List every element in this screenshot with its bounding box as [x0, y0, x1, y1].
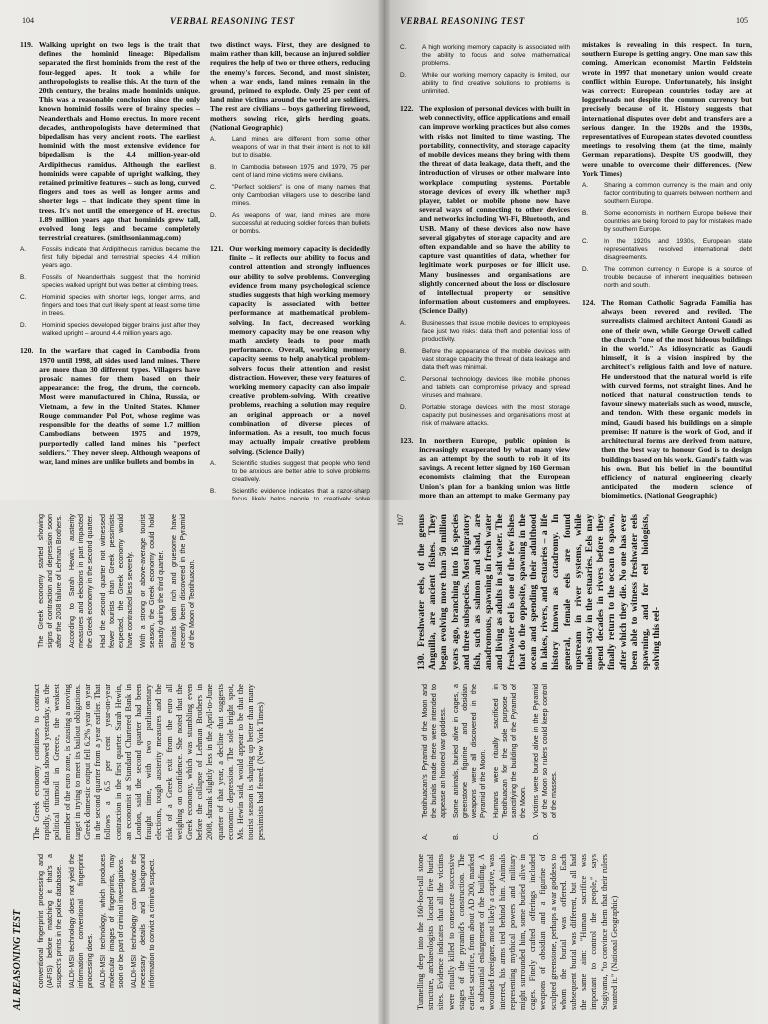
option-letter — [98, 656, 134, 670]
question-text: The explosion of personal devices with built in web connectivity, office applications and email can improve working practices but also comes with risks not limited to time wasting. The portability, connectivity, and storage capacity of mobile devices means they bring with them the threat of data leakage, data theft, and the introduction of viruses or other malware into workplace computing systems. Portable storage devices of every ilk whether mp3 player, tablet or mobile phone now have several ways of connecting to other devices and networks including Wi-Fi, Bluetooth, and USB. Many of these devices also now have several gigabytes of storage capacity and are often expandable and so have the ability to capture vast quantities of data, whether for legitimate work purposes or for illicit use. Many businesses and organisations are slightly concerned about the loss or disclosure of intellectual property or sensitive information about customers and employees. (Science Daily) — [419, 104, 570, 316]
column-1 — [20, 40, 200, 474]
column — [416, 684, 756, 840]
answer-option — [400, 320, 570, 344]
option-letter: C. — [400, 375, 407, 383]
option-text: According to Sarah Hewin, austerity measures and elections in part impacted the Greek economy in the second quarter. — [67, 514, 94, 648]
option-text: Scientific studies suggest that people who tend to be anxious are better able to solve problems creatively. — [232, 459, 370, 483]
option-text: The common currency n Europe is a source of trouble because of inherent inequalities between north and south. — [604, 266, 752, 290]
question-stem — [582, 40, 752, 178]
question-text: mistakes is revealing in this respect. In turn, southern Europe is getting angry. One man saw this coming. American economist Martin Feldstein wrote in 1997 that monetary union would create conflict within Europe. Unfortunately, his insight was correct: European countries today are at loggerheads not despite the common currency but precisely because of it. History suggests that international disputes over debt and transfers are a serious danger. In the 1920s and the 1930s, representatives of European states devoted countless meetings to resolving them (at the time, mainly German reparations). Despite US goodwill, they were unable to overcome their differences. (New York Times) — [582, 40, 752, 178]
option-letter: A. — [20, 246, 27, 254]
page-107-rotated — [384, 500, 768, 1024]
option-letter — [169, 656, 196, 670]
option-letter — [67, 656, 94, 670]
option-letter: A. — [210, 459, 217, 467]
column — [416, 854, 756, 1010]
option-text: Fossils of Neanderthals suggest that the hominid species walked upright but was better at climbing trees. — [42, 274, 200, 290]
question-text: Walking upright on two legs is the trait that defines the hominid lineage: Bipedalism separated the first hominids from the rest of the four-legged apes. It took a while for anthropologists to realise this. At the turn of the 20th century, the brains made hominids unique. This was a reasonable conclusion since the only known hominid fossils were of brainy species – Neanderthals and Homo erectus. In more recent decades, anthropologists have determined that bipedalism has very ancient roots. The earliest hominid with the most extensive evidence for bipedalism is the 4.4 million-year-old Ardipithecus ramidus. Although the earliest hominids were capable of upright walking, they retained primitive features – such as long, curved fingers and toes as well as longer arms and shorter legs – that indicate they spent time in trees. It's not until the emergence of H. erectus 1.89 million years ago that hominids grew tall, evolved long legs and became completely terrestrial creatures. (smithsonianmag.com) — [38, 40, 200, 243]
answer-option — [582, 238, 752, 262]
option-text: Personal technology devices like mobile phones and tablets can compromise privacy and spread viruses and malware. — [422, 375, 570, 399]
question — [210, 244, 370, 512]
answer-option — [400, 72, 570, 96]
question-number: 122. — [400, 104, 414, 113]
option-text: A high working memory capacity is associated with the ability to focus and solve mathematical problems. — [422, 44, 570, 67]
option-letter: C. — [582, 238, 589, 246]
option-text: Fossils indicate that Ardipithecus ramidus became the first fully bipedal and terrestrial species 4.4 million years ago. — [42, 246, 200, 270]
option-letter: C. — [210, 184, 217, 192]
option-letter — [98, 996, 125, 1010]
option-letter: D. — [582, 266, 589, 274]
question-text: Tunnelling deep into the 160-foot-tall stone structure, archaeologists located five burial sites. Evidence indicates that all the victims were ritually killed to consecrate successive stages of the pyramid's construction. The earliest sacrifice, from about AD 200, marked a substantial enlargement of the building. A wounded foreigner, most likely a captive, was interred, his arms tied behind him. Animals representing mythical powers and military might surrounded him, some buried alive in cages. Finely crafted offerings included weapons of obsidian and a figurine of sculpted greenstone, perhaps a war goddess to whom the burial was offered. Each subsequent burial was different, but all had the same aim: "Human sacrifice was important to control the people," says Sugiyama, "to convince them that their rulers wanted it." (National Geographic) — [416, 854, 619, 1010]
column — [32, 514, 372, 670]
option-letter: A. — [582, 182, 589, 190]
page-number: 107 — [396, 514, 405, 526]
option-text: As weapons of war, land mines are more successful at reducing soldier forces than bullets or bombs. — [232, 212, 370, 236]
option-letter: D. — [20, 322, 27, 330]
option-text: While our working memory capacity is limited, our ability to find creative solutions to problems is unlimited. — [422, 72, 570, 95]
answer-option — [451, 684, 487, 840]
question-number: 121. — [210, 244, 224, 254]
question-stem — [582, 298, 752, 500]
column — [416, 514, 756, 670]
question — [582, 298, 752, 500]
question-number: 120. — [20, 346, 34, 356]
page-106-rotated — [0, 500, 384, 1024]
question-text: The Greek economy continues to contract rapidly, official data showed yesterday, as the political turmoil in Greece, the weakest member of the euro zone, is causing a moving target in trying to meet its bailout obligations. Greek domestic output fell 6.2% year on year in the second quarter from a year earlier. That follows a 6.5 per cent year-on-year contraction in the first quarter. Sarah Hewin, an economist at Standard Chartered Bank in London, said the second quarter had been fraught time, with two parliamentary elections, tough austerity measures and the risk of a Greek exit from the euro all weighing on confidence. She noted that the Greek economy, which was stumbling even before the collapse of Lehman Brothers in 2008, shrank slightly less in the April-to-June quarter of that year, a decline that suggests economic depression. The sole bright spot, Ms. Hewin said, would appear to be that the tourist season is shaping up better than many pessimists had feared. (New York Times) — [32, 684, 266, 840]
question-number: 119. — [20, 40, 33, 49]
columns — [416, 514, 756, 1010]
option-text: Hominid species with shorter legs, longer arms, and fingers and toes that curl likely spent at least some time in trees. — [42, 294, 200, 318]
question — [20, 346, 200, 466]
option-letter: B. — [210, 487, 217, 495]
answer-option — [67, 854, 94, 1010]
answer-option — [20, 246, 200, 270]
answer-option — [210, 164, 370, 180]
option-text: Hominid species developed bigger brains just after they walked upright – around 4.4 million years ago. — [42, 322, 200, 338]
option-letter: B. — [20, 274, 27, 282]
answer-option — [129, 854, 156, 1010]
column-2 — [582, 40, 752, 509]
question-stem — [400, 104, 570, 316]
option-letter — [36, 656, 63, 670]
option-letter: D. — [400, 72, 407, 79]
option-text: Sharing a common currency is the main and only factor contributing to quarrels between northern and southern Europe. — [604, 182, 752, 206]
question — [400, 436, 570, 510]
question-stem — [210, 40, 370, 132]
option-text: conventional fingerprint processing and (IAFIS) before matching it that's a suspect's prints in the police database. — [36, 854, 63, 988]
answer-option — [36, 854, 63, 1010]
option-text: IALDI-MSI technology does not yield the information conventional fingerprint processing does. — [67, 854, 94, 988]
option-letter: A. — [400, 319, 407, 327]
option-letter: B. — [582, 210, 589, 218]
answer-option — [138, 514, 165, 670]
running-header: VERBAL REASONING TEST — [400, 16, 525, 26]
question — [20, 40, 200, 338]
answer-option — [169, 514, 196, 670]
option-letter: D. — [531, 832, 540, 840]
answer-option — [98, 854, 125, 1010]
answer-option — [67, 514, 94, 670]
page-105 — [384, 0, 768, 500]
option-letter — [36, 996, 63, 1010]
option-letter: B. — [400, 347, 407, 355]
option-letter: D. — [400, 403, 407, 411]
running-header: AL REASONING TEST — [12, 909, 23, 1010]
option-text: Had the second quarter not witnessed fewer tourists than Greek pessimists expected, the Greek economy would have contracted less severely. — [98, 514, 134, 648]
option-text: Land mines are different from some other weapons of war in that their intent is not to kill but to disable. — [232, 136, 370, 160]
option-letter — [138, 656, 165, 670]
option-text: With a strong or above-average tourist season, the Greek economy could hold steady during the third quarter. — [138, 514, 165, 648]
option-text: IALDI-MSI technology, which produces molecular images of fingerprints, may soon or be part of criminal investigations. — [98, 854, 125, 988]
option-text: Some animals, buried alive in cages, a greenstone figurine and obsidian weapons were all discovered in the Pyramid of the Moon. — [451, 684, 487, 818]
question — [210, 40, 370, 236]
answer-option — [20, 294, 200, 318]
answer-option — [210, 136, 370, 160]
columns — [32, 514, 372, 1010]
answer-option — [36, 514, 63, 670]
option-letter: A. — [210, 136, 217, 144]
option-letter: C. — [491, 832, 500, 840]
column — [32, 854, 372, 1010]
page-104 — [0, 0, 384, 500]
option-text: Businesses that issue mobile devices to employees face just two risks: data theft and potential loss of productivity. — [422, 319, 570, 343]
option-text: IALDI-MSI technology can provide the necessary details and background information to convict a criminal suspect. — [129, 854, 156, 988]
question-text: In northern Europe, public opinion is increasingly exasperated by what many view as an attempt by the south to rob it of its savings. A recent letter signed by 160 German economists claiming that the European Union's plan for a banking union was little more than an attempt to make Germany pay — [419, 435, 570, 500]
option-text: In Cambodia between 1975 and 1979, 75 per cent of land mine victims were civilians. — [232, 164, 370, 180]
column-1 — [400, 40, 570, 517]
answer-option — [582, 266, 752, 290]
question-stem — [210, 244, 370, 456]
column — [32, 684, 372, 840]
question — [582, 40, 752, 290]
option-letter — [129, 996, 156, 1010]
book-gutter — [378, 0, 390, 1024]
answer-option — [98, 514, 134, 670]
question — [400, 44, 570, 96]
option-letter: A. — [420, 833, 429, 840]
question — [400, 104, 570, 428]
option-letter: C. — [20, 294, 27, 302]
question-text: two distinct ways. First, they are designed to maim rather than kill, because an injured soldier requires the help of two or three others, reducing the enemy's forces. Second, and most sinister, when a war ends, land mines remain in the ground, primed to explode. Only 25 per cent of land mine victims around the world are soldiers. The rest are civilians – boys gathering firewood, mothers sowing rice, girls herding goats. (National Geographic) — [210, 40, 370, 132]
option-letter — [67, 996, 94, 1010]
answer-option — [400, 376, 570, 400]
question-stem — [20, 40, 200, 242]
question-number: 123. — [400, 435, 414, 445]
answer-option — [400, 348, 570, 372]
option-letter: D. — [210, 212, 217, 220]
answer-option — [210, 212, 370, 236]
answer-option — [210, 184, 370, 208]
answer-option — [582, 210, 752, 234]
question-stem — [400, 436, 570, 510]
question-number: 124. — [582, 298, 596, 308]
answer-option — [491, 684, 527, 840]
question-text: In the warfare that caged in Cambodia from 1970 until 1998, all sides used land mines. There are more than 30 different types. Villagers have prosaic names for them based on their appearance: the frog, the drum, the corncob. Most were manufactured in China, Russia, or Vietnam, a few in the United States. Khmer Rouge commander Pol Pot, whose regime was responsible for the deaths of some 1.7 million Cambodians between 1975 and 1979, purportedly called land mines his "perfect soldiers." They never sleep. Although weapons of war, land mines are unlike bullets and bombs in — [39, 346, 200, 466]
option-text: Before the appearance of the mobile devices with vast storage capacity the threat of data leakage and data theft was minimal. — [422, 347, 570, 371]
option-text: "Perfect soldiers" is one of many names that only Cambodian villagers use to describe land mines. — [232, 184, 370, 208]
answer-option — [210, 460, 370, 484]
option-text: The Greek economy started showing signs of contraction and depression soon after the 2008 failure of Lehman Brothers. — [36, 514, 63, 648]
option-text: Portable storage devices with the most storage capacity put businesses and organisations most at risk of malware attacks. — [422, 403, 570, 427]
page-number: 104 — [22, 16, 34, 25]
option-text: Burials both rich and gruesome have recently been discovered in the Pyramid of the Moon of Teotihuacan. — [169, 514, 196, 648]
option-text: Humans were ritually sacrificed in Teotihuacan for the sole purpose of sanctifying the building of the Pyramid of the Moon. — [491, 684, 527, 818]
page-number: 105 — [736, 16, 748, 25]
answer-option — [420, 684, 447, 840]
option-text: Some economists in northern Europe believe their countries are being forced to pay for mistakes made by southern Europe. — [604, 210, 752, 234]
option-text: In the 1920s and 1930s, European state representatives resolved international debt disagreements. — [604, 238, 752, 262]
question-text: Our working memory capacity is decidedly finite – it reflects our ability to focus and control attention and strongly influences our ability to solve problems. Converging evidence from many psychological science studies suggests that high working memory capacity is associated with better performance at mathematical problem-solving. In fact, decreased working memory capacity may be one reason why math anxiety leads to poor math performance. Overall, working memory capacity seems to help analytical problem-solvers focus their attention and resist distraction. However, these very features of working memory capacity can also impair creative problem-solving. With creative problems, reaching a solution may require an original approach or a novel combination of diverse pieces of information. As a result, too much focus may actually impair creative problem solving. (Science Daily) — [229, 244, 370, 456]
answer-option — [582, 182, 752, 206]
option-text: Scientific evidence indicates that a razor-sharp — [232, 487, 370, 495]
answer-option — [531, 684, 558, 840]
answer-option — [400, 404, 570, 428]
answer-option — [400, 44, 570, 68]
question-stem — [20, 346, 200, 466]
option-letter: B. — [210, 164, 217, 172]
answer-option — [20, 322, 200, 338]
option-letter: C. — [400, 44, 407, 51]
option-text: Teotihuacan's Pyramid of the Moon and the burials made there were intended to appease an honored war goddess. — [420, 684, 447, 818]
option-text: Victims were buried alive in the Pyramid of the Moon so rulers could keep control of the masses. — [531, 684, 558, 818]
question-text: 130. Freshwater eels, of the genus Anguilla, are ancient fishes. They began evolving more than 50 million years ago, branching into 16 species and three subspecies. Most migratory fish, such as salmon and shad, are anadromous, spawning in fresh water and living as adults in salt water. The freshwater eel is one of the few fishes that do the opposite, spawning in the ocean and spending their adulthood in lakes, rivers, and estuaries – a life history known as catadromy. In general, female eels are found upstream in river systems, while males stay in the estuaries. Eels may spend decades in rivers before they finally return to the ocean to spawn, after which they die. No one has ever been able to witness freshwater eels spawning, and for eel biologists, solving this eel- — [416, 514, 663, 670]
running-header: VERBAL REASONING TEST — [170, 16, 295, 26]
answer-option — [20, 274, 200, 290]
column-2 — [210, 40, 370, 520]
option-letter: B. — [451, 833, 460, 840]
question-text: The Roman Catholic Sagrada Família has always been revered and reviled. The surrealists claimed architect Antoni Gaudí as one of their own, while George Orwell called the church "one of the most hideous buildings in the world." As idiosyncratic as Gaudí himself, it is a vision inspired by the architect's religious faith and love of nature. He understood that the natural world is rife with curved forms, not straight lines. And he noticed that natural construction tends to favour sinewy materials such as wood, muscle, and tendon. With these organic models in mind, Gaudí based his buildings on a simple premise: If nature is the work of God, and if architectural forms are derived from nature, then the best way to honour God is to design buildings based on his work. Gaudí's faith was his own. But his belief in the bountiful efficiency of natural engineering clearly anticipated the modern science of biomimetics. (National Geographic) — [601, 298, 752, 501]
